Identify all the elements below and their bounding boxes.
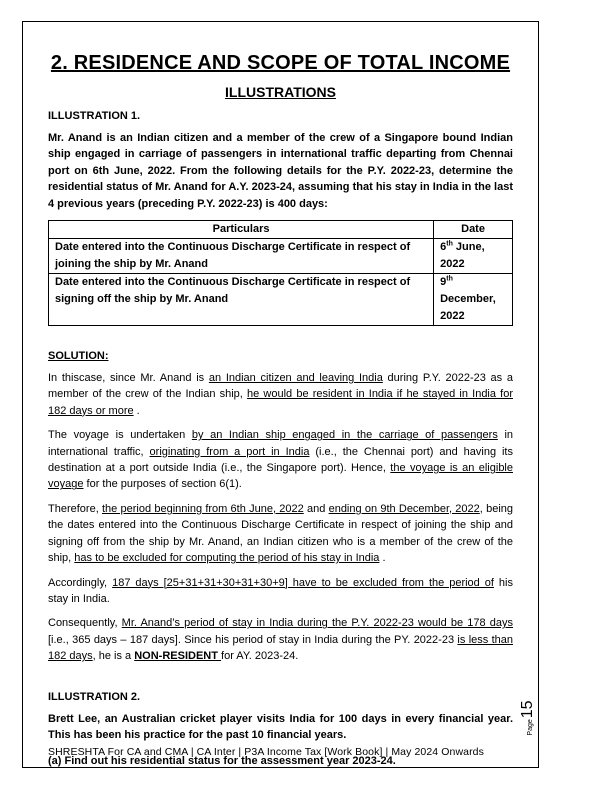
chapter-title: 2. RESIDENCE AND SCOPE OF TOTAL INCOME [50, 52, 511, 74]
table-header-row [49, 221, 513, 239]
solution-paragraph-5: Consequently, Mr. Anand’s period of stay in India during the P.Y. 2022-23 would be 178 days [i.e., 365 days – 187 days]. Since his period of stay in India during the PY. 2022-23 is less than 182 days, he is a NON-RESIDENT for AY. 2023-24. [48, 617, 513, 663]
footer-credit: SHRESHTA For CA and CMA | CA Inter | P3A Income Tax [Work Book] | May 2024 Onwards [48, 746, 484, 758]
table-cell-date: 6th June, 2022 [434, 239, 513, 274]
table-cell-particulars: Date entered into the Continuous Discharge Certificate in respect of signing off the ship by Mr. Anand [49, 274, 434, 326]
solution-heading: SOLUTION: [48, 350, 109, 363]
page-number [519, 686, 555, 750]
illustration1-intro: Mr. Anand is an Indian citizen and a member of the crew of a Singapore bound Indian ship engaged in carriage of passengers in international traffic departing from Chennai port on 6th June, 2022. From the following details for the P.Y. 2022-23, determine the residential status of Mr. Anand for A.Y. 2023-24, assuming that his stay in India in the last 4 previous years (preceding P.Y. 2022-23) is 400 days: [48, 132, 513, 210]
page-number-value: 15 [519, 700, 536, 719]
illustration2-intro: Brett Lee, an Australian cricket player visits India for 100 days in every financial year. This has been his practice for the past 10 financial years. [48, 712, 513, 741]
table-cell-date: 9th December, 2022 [434, 274, 513, 326]
page-number-label: Page [527, 719, 534, 736]
illustration2-heading: ILLUSTRATION 2. [48, 690, 141, 703]
illustration2-question-a: (a) Find out his residential status for the assessment year 2023-24. [48, 755, 396, 768]
illustrations-heading: ILLUSTRATIONS [225, 84, 336, 100]
solution-paragraph-4: Accordingly, 187 days [25+31+31+30+31+30+9] have to be excluded from the period of his stay in India. [48, 576, 513, 605]
table-header-date: Date [434, 221, 513, 239]
illustration1-heading: ILLUSTRATION 1. [48, 110, 141, 122]
solution-paragraph-2: The voyage is undertaken by an Indian ship engaged in the carriage of passengers in international traffic, originating from a port in India (i.e., the Chennai port) and having its destination at a port outside India (i.e., the Singapore port). Hence, the voyage is an eligible voyage for the purposes of section 6(1). [48, 429, 514, 491]
table-row [49, 239, 513, 274]
table-row [49, 274, 513, 326]
table-cell-particulars: Date entered into the Continuous Discharge Certificate in respect of joining the ship by Mr. Anand [49, 239, 434, 274]
solution-paragraph-3: Therefore, the period beginning from 6th June, 2022 and ending on 9th December, 2022, being the dates entered into the Continuous Discharge Certificate in respect of joining the ship and signing off from the ship by Mr. Anand, an Indian citizen who is a member of the crew of the ship, has to be excluded for computing the period of his stay in India . [48, 502, 513, 565]
cdc-dates-table [48, 220, 513, 326]
page-border-frame [22, 21, 539, 768]
table-header-particulars: Particulars [49, 221, 434, 239]
solution-paragraph-1: In thiscase, since Mr. Anand is an Indian citizen and leaving India during P.Y. 2022-23 as a member of the crew of the Indian ship, he would be resident in India if he stayed in India for 182 days or more . [48, 372, 513, 417]
